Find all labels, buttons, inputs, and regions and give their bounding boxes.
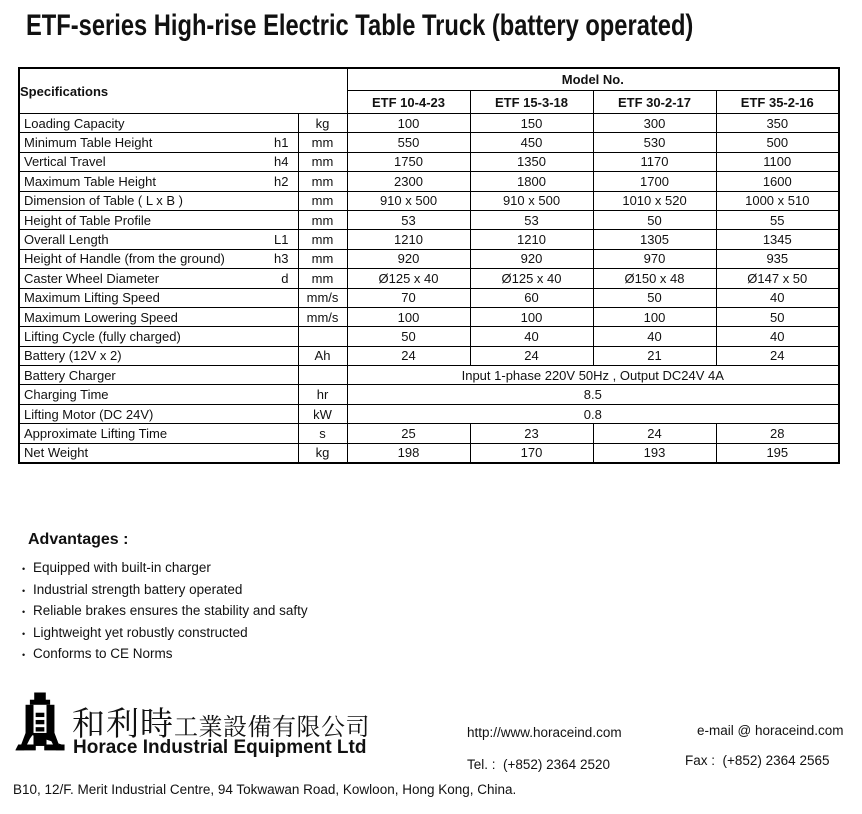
value-cell: 910 x 500: [470, 191, 593, 210]
unit-cell: mm: [298, 172, 347, 191]
spec-symbol: h3: [274, 251, 289, 267]
telephone-number: Tel. : (+852) 2364 2520: [467, 757, 610, 772]
spec-label-wrap: [20, 213, 298, 228]
unit-cell: mm/s: [298, 307, 347, 326]
spec-label-wrap: [20, 135, 298, 150]
unit-cell: Ah: [298, 346, 347, 365]
list-item: [22, 601, 308, 623]
value-cell: 50: [593, 288, 716, 307]
advantages-section: [22, 531, 308, 666]
spec-symbol: L1: [274, 232, 289, 248]
value-cell: 970: [593, 249, 716, 268]
table-row: [19, 269, 839, 288]
spec-label-cell: [19, 346, 298, 365]
advantage-text: Equipped with built-in charger: [33, 560, 211, 575]
value-cell: 40: [716, 327, 839, 346]
value-cell: 550: [347, 133, 470, 152]
spec-label-cell: [19, 424, 298, 443]
spec-label-wrap: [20, 290, 298, 305]
spec-label: Net Weight: [24, 445, 89, 461]
spec-label-cell: [19, 152, 298, 171]
table-row: [19, 346, 839, 365]
model-name-cell: ETF 15-3-18: [470, 91, 593, 114]
email-address: e-mail @ horaceind.com: [697, 723, 844, 738]
spec-label-cell: [19, 288, 298, 307]
value-cell: 50: [593, 210, 716, 229]
advantages-list: [22, 558, 308, 666]
list-item: [22, 623, 308, 645]
value-cell: 100: [347, 114, 470, 133]
value-cell: 24: [593, 424, 716, 443]
spec-label-cell: [19, 269, 298, 288]
advantage-text: Conforms to CE Norms: [33, 646, 173, 661]
table-row: [19, 307, 839, 326]
value-cell: 40: [470, 327, 593, 346]
value-cell: 25: [347, 424, 470, 443]
value-cell: 1350: [470, 152, 593, 171]
list-item: [22, 558, 308, 580]
value-cell: 300: [593, 114, 716, 133]
bullet-icon: •: [22, 585, 26, 596]
table-row: [19, 327, 839, 346]
spec-label-wrap: [20, 154, 298, 169]
value-cell: 1000 x 510: [716, 191, 839, 210]
value-cell: 935: [716, 249, 839, 268]
span-value-cell: 0.8: [347, 404, 839, 423]
value-cell: 170: [470, 443, 593, 463]
spec-label: Height of Table Profile: [24, 212, 151, 228]
unit-cell: kg: [298, 443, 347, 463]
specifications-table: [18, 67, 840, 464]
company-name-chinese-rest: 工業設備有限公司: [174, 714, 370, 741]
spec-label-cell: [19, 385, 298, 404]
table-row: [19, 249, 839, 268]
value-cell: 1345: [716, 230, 839, 249]
value-cell: 24: [470, 346, 593, 365]
spec-label-cell: [19, 230, 298, 249]
value-cell: 50: [716, 307, 839, 326]
unit-cell: s: [298, 424, 347, 443]
spec-symbol: d: [281, 270, 289, 286]
model-no-header-cell: Model No.: [347, 68, 839, 91]
value-cell: 920: [347, 249, 470, 268]
table-row: [19, 385, 839, 404]
unit-cell: mm: [298, 133, 347, 152]
list-item: [22, 644, 308, 666]
unit-cell: [298, 327, 347, 346]
value-cell: 150: [470, 114, 593, 133]
value-cell: 2300: [347, 172, 470, 191]
value-cell: 53: [470, 210, 593, 229]
value-cell: 53: [347, 210, 470, 229]
unit-cell: hr: [298, 385, 347, 404]
unit-cell: mm: [298, 249, 347, 268]
value-cell: 1700: [593, 172, 716, 191]
value-cell: 40: [716, 288, 839, 307]
spec-label: Caster Wheel Diameter: [24, 270, 160, 286]
table-row: [19, 404, 839, 423]
bullet-icon: •: [22, 628, 26, 639]
value-cell: Ø125 x 40: [347, 269, 470, 288]
spec-label: Height of Handle (from the ground): [24, 251, 225, 267]
spec-symbol: h2: [274, 173, 289, 189]
value-cell: 100: [470, 307, 593, 326]
table-row: [19, 191, 839, 210]
value-cell: 1750: [347, 152, 470, 171]
value-cell: 50: [347, 327, 470, 346]
span-value-cell: 8.5: [347, 385, 839, 404]
value-cell: 55: [716, 210, 839, 229]
value-cell: 100: [347, 307, 470, 326]
advantage-text: Lightweight yet robustly constructed: [33, 624, 248, 640]
spec-label: Battery (12V x 2): [24, 348, 122, 364]
value-cell: 500: [716, 133, 839, 152]
company-logo-icon: [14, 692, 66, 758]
company-name-english: Horace Industrial Equipment Ltd: [73, 737, 367, 758]
value-cell: 1305: [593, 230, 716, 249]
spec-label: Lifting Cycle (fully charged): [24, 328, 181, 344]
spec-label-wrap: [20, 232, 298, 247]
value-cell: 1600: [716, 172, 839, 191]
list-item: [22, 580, 308, 602]
spec-label-cell: [19, 443, 298, 463]
spec-table-body: [19, 114, 839, 464]
spec-label-cell: [19, 366, 298, 385]
value-cell: 920: [470, 249, 593, 268]
spec-label-wrap: [20, 310, 298, 325]
page-title: ETF-series High-rise Electric Table Truck (battery operated): [26, 9, 694, 42]
value-cell: 1800: [470, 172, 593, 191]
bullet-icon: •: [22, 607, 26, 617]
unit-cell: mm: [298, 269, 347, 288]
spec-label-cell: [19, 327, 298, 346]
spec-label-cell: [19, 114, 298, 133]
table-row: [19, 366, 839, 385]
table-row: [19, 114, 839, 133]
value-cell: 1210: [470, 230, 593, 249]
table-row: [19, 230, 839, 249]
spec-label: Vertical Travel: [24, 154, 106, 170]
spec-label-wrap: [20, 407, 298, 422]
spec-label: Maximum Lowering Speed: [24, 309, 178, 325]
spec-label: Overall Length: [24, 232, 109, 248]
advantage-text: Industrial strength battery operated: [33, 581, 243, 597]
value-cell: 910 x 500: [347, 191, 470, 210]
value-cell: 350: [716, 114, 839, 133]
spec-label-cell: [19, 307, 298, 326]
website-url: http://www.horaceind.com: [467, 725, 622, 740]
value-cell: 1170: [593, 152, 716, 171]
spec-label-cell: [19, 191, 298, 210]
spec-label: Maximum Table Height: [24, 173, 156, 189]
unit-cell: mm: [298, 210, 347, 229]
span-value-cell: Input 1-phase 220V 50Hz , Output DC24V 4A: [347, 366, 839, 385]
value-cell: 450: [470, 133, 593, 152]
unit-cell: mm/s: [298, 288, 347, 307]
table-row: [19, 152, 839, 171]
spec-symbol: h4: [274, 154, 289, 170]
bullet-icon: •: [22, 564, 26, 574]
table-row: [19, 172, 839, 191]
advantages-heading: Advantages :: [28, 531, 129, 548]
spec-label: Charging Time: [24, 387, 109, 403]
spec-label-cell: [19, 133, 298, 152]
spec-label-wrap: [20, 271, 298, 286]
value-cell: 28: [716, 424, 839, 443]
company-address: B10, 12/F. Merit Industrial Centre, 94 Tokwawan Road, Kowloon, Hong Kong, China.: [13, 782, 517, 797]
value-cell: 1210: [347, 230, 470, 249]
spec-label: Minimum Table Height: [24, 135, 153, 151]
model-name-cell: ETF 30-2-17: [593, 91, 716, 114]
value-cell: Ø147 x 50: [716, 269, 839, 288]
unit-cell: kg: [298, 114, 347, 133]
advantage-text: Reliable brakes ensures the stability and safty: [33, 603, 308, 618]
value-cell: 100: [593, 307, 716, 326]
spec-label-cell: [19, 249, 298, 268]
value-cell: Ø125 x 40: [470, 269, 593, 288]
spec-label-wrap: [20, 251, 298, 266]
value-cell: 193: [593, 443, 716, 463]
value-cell: Ø150 x 48: [593, 269, 716, 288]
spec-symbol: h1: [274, 135, 289, 151]
table-row: [19, 443, 839, 463]
value-cell: 40: [593, 327, 716, 346]
fax-number: Fax : (+852) 2364 2565: [685, 753, 830, 768]
spec-label: Loading Capacity: [24, 115, 125, 131]
value-cell: 198: [347, 443, 470, 463]
value-cell: 70: [347, 288, 470, 307]
value-cell: 195: [716, 443, 839, 463]
spec-label-cell: [19, 210, 298, 229]
specifications-header-cell: Specifications: [19, 68, 347, 114]
table-row: [19, 133, 839, 152]
value-cell: 23: [470, 424, 593, 443]
value-cell: 1100: [716, 152, 839, 171]
model-name-cell: ETF 10-4-23: [347, 91, 470, 114]
table-header: [19, 68, 839, 114]
spec-label: Dimension of Table ( L x B ): [24, 193, 183, 209]
spec-label-wrap: [20, 368, 298, 383]
unit-cell: kW: [298, 404, 347, 423]
spec-label-cell: [19, 404, 298, 423]
spec-label-wrap: [20, 174, 298, 189]
bullet-icon: •: [22, 650, 26, 660]
spec-label-wrap: [20, 348, 298, 363]
spec-label-wrap: [20, 387, 298, 402]
spec-label: Approximate Lifting Time: [24, 425, 168, 441]
value-cell: 60: [470, 288, 593, 307]
spec-label: Battery Charger: [24, 367, 116, 383]
value-cell: 24: [347, 346, 470, 365]
table-row: [19, 288, 839, 307]
value-cell: 21: [593, 346, 716, 365]
spec-label-wrap: [20, 426, 298, 441]
value-cell: 24: [716, 346, 839, 365]
unit-cell: mm: [298, 191, 347, 210]
table-row: [19, 210, 839, 229]
table-row: [19, 424, 839, 443]
unit-cell: [298, 366, 347, 385]
value-cell: 1010 x 520: [593, 191, 716, 210]
spec-label-cell: [19, 172, 298, 191]
spec-label-wrap: [20, 329, 298, 344]
spec-label-wrap: [20, 116, 298, 131]
spec-label: Lifting Motor (DC 24V): [24, 406, 154, 422]
spec-label-wrap: [20, 445, 298, 460]
unit-cell: mm: [298, 230, 347, 249]
spec-label: Maximum Lifting Speed: [24, 290, 160, 306]
spec-label-wrap: [20, 193, 298, 208]
model-name-cell: ETF 35-2-16: [716, 91, 839, 114]
company-name-chinese-main: 和利時: [72, 705, 174, 742]
unit-cell: mm: [298, 152, 347, 171]
value-cell: 530: [593, 133, 716, 152]
